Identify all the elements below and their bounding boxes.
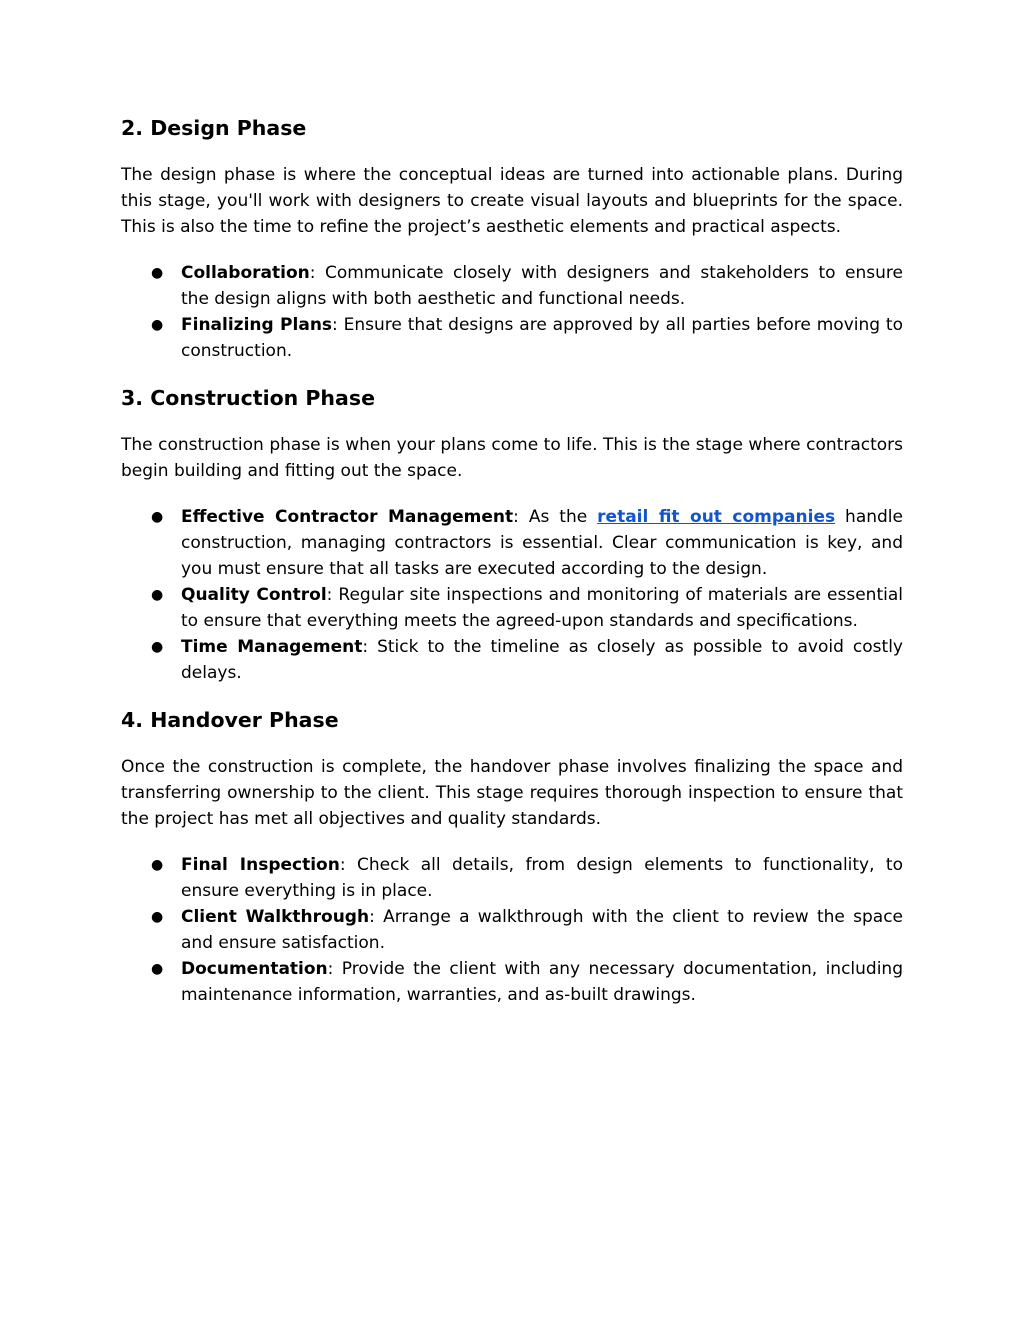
section-handover-phase xyxy=(121,706,903,1008)
list-item xyxy=(121,634,903,686)
list-item xyxy=(121,504,903,582)
bullet-separator: : xyxy=(326,585,339,605)
bullet-icon: ● xyxy=(151,265,164,281)
bullet-text: Communicate closely with designers and stakeholders to ensure the design aligns with both aesthetic and functional needs. xyxy=(181,263,903,309)
bullet-separator: : xyxy=(332,315,344,335)
section-heading: 4. Handover Phase xyxy=(121,708,339,732)
bullet-icon: ● xyxy=(151,317,164,333)
bullet-text: handle construction, managing contractors is essential. Clear communication is key, and you must ensure that all tasks are executed according to the design. xyxy=(181,507,903,579)
bullet-term: Final Inspection xyxy=(181,855,340,875)
bullet-icon: ● xyxy=(151,961,164,977)
section-heading: 3. Construction Phase xyxy=(121,386,375,410)
bullet-text: Check all details, from design elements to functionality, to ensure everything is in place. xyxy=(181,855,904,901)
list-item xyxy=(121,312,903,364)
section-intro: Once the construction is complete, the handover phase involves finalizing the space and transferring ownership to the client. This stage requires thorough inspection to ensure that the project has met all objectives and quality standards. xyxy=(121,757,903,829)
bullet-separator: : xyxy=(513,507,529,527)
list-item xyxy=(121,852,903,904)
section-design-phase xyxy=(121,114,903,364)
bullet-text: Provide the client with any necessary documentation, including maintenance information, warranties, and as-built drawings. xyxy=(181,959,903,1005)
bullet-separator: : xyxy=(309,263,325,283)
bullet-icon: ● xyxy=(151,587,164,603)
bullet-list xyxy=(121,852,903,1008)
bullet-icon: ● xyxy=(151,639,164,655)
bullet-text-before-link: As the xyxy=(528,507,598,527)
section-construction-phase xyxy=(121,384,903,686)
bullet-icon: ● xyxy=(151,909,164,925)
list-item xyxy=(121,904,903,956)
bullet-term: Quality Control xyxy=(181,585,327,605)
list-item xyxy=(121,956,903,1008)
bullet-term: Collaboration xyxy=(181,263,310,283)
retail-fit-out-companies-link[interactable]: retail fit out companies xyxy=(597,507,836,527)
bullet-term: Effective Contractor Management xyxy=(181,507,514,527)
list-item xyxy=(121,582,903,634)
bullet-term: Time Management xyxy=(181,637,363,657)
bullet-term: Finalizing Plans xyxy=(181,315,333,335)
bullet-separator: : xyxy=(369,907,384,927)
list-item xyxy=(121,260,903,312)
bullet-list xyxy=(121,260,903,364)
section-heading: 2. Design Phase xyxy=(121,116,307,140)
bullet-text: Stick to the timeline as closely as possible to avoid costly delays. xyxy=(181,637,903,683)
bullet-icon: ● xyxy=(151,509,164,525)
bullet-icon: ● xyxy=(151,857,164,873)
document-page xyxy=(121,114,903,1028)
bullet-separator: : xyxy=(362,637,378,657)
bullet-text: Ensure that designs are approved by all parties before moving to construction. xyxy=(181,315,903,361)
bullet-separator: : xyxy=(339,855,357,875)
section-intro: The design phase is where the conceptual ideas are turned into actionable plans. During this stage, you'll work with designers to create visual layouts and blueprints for the space. This is also the time to refine the project’s aesthetic elements and practical aspects. xyxy=(121,165,903,237)
bullet-text: Arrange a walkthrough with the client to review the space and ensure satisfaction. xyxy=(181,907,903,953)
bullet-separator: : xyxy=(327,959,342,979)
section-intro: The construction phase is when your plans come to life. This is the stage where contractors begin building and fitting out the space. xyxy=(121,435,903,481)
bullet-term: Documentation xyxy=(181,959,328,979)
bullet-list xyxy=(121,504,903,686)
bullet-text: Regular site inspections and monitoring of materials are essential to ensure that everything meets the agreed-upon standards and specifications. xyxy=(181,585,903,631)
bullet-term: Client Walkthrough xyxy=(181,907,370,927)
